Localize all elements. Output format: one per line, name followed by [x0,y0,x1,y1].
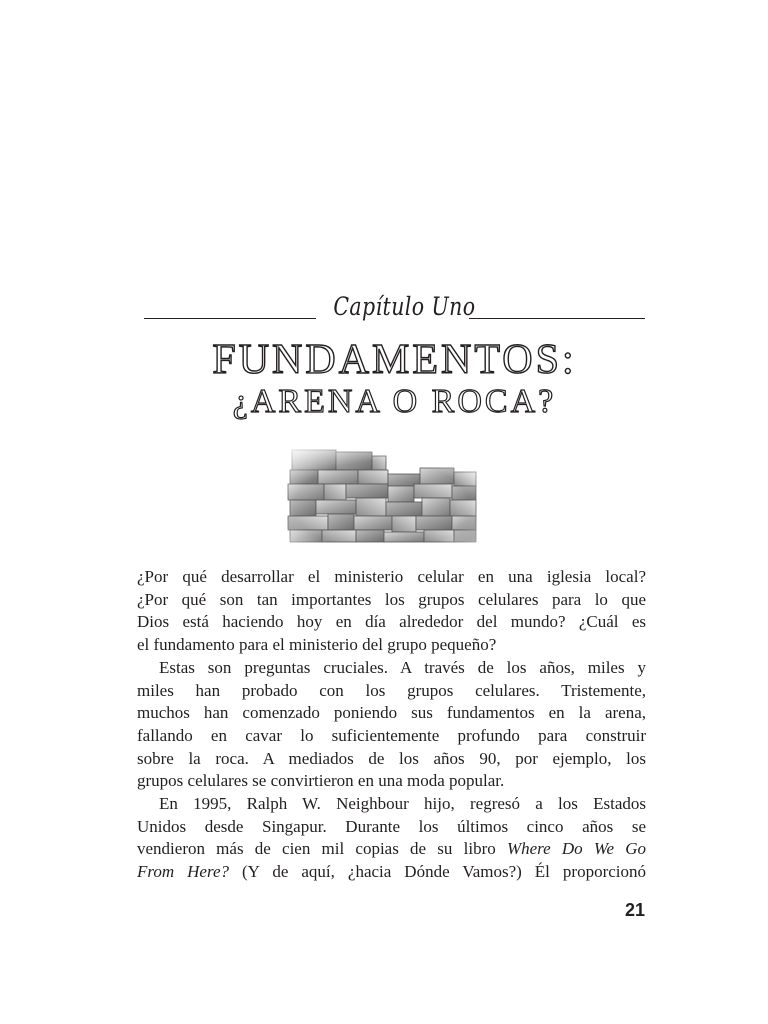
body-line: Estas son preguntas cruciales. A través de los años, miles y [159,657,646,677]
chapter-heading-row [144,292,645,326]
book-title-part-2: From Here? [137,862,230,882]
body-line: sobre la roca. A mediados de los años 90, por ejemplo, los [137,748,646,768]
body-line: ¿Por qué desarrollar el ministerio celular en una iglesia local? [137,567,646,586]
chapter-rule-right [469,318,645,319]
body-paragraphs [137,566,646,884]
body-line-14-text: (Y de aquí, ¿hacia Dónde Vamos?) Él proporcionó [229,862,647,882]
body-line: el fundamento para el ministerio del grupo pequeño? [137,635,497,655]
body-line: muchos han comenzado poniendo sus fundamentos en la arena, [137,703,646,723]
body-line: ¿Por qué son tan importantes los grupos celulares para lo que [137,589,646,609]
body-line-13-text: vendieron más de cien mil copias de su libro [137,839,507,859]
chapter-label: Capítulo Uno [333,292,476,321]
chapter-rule-left [144,318,316,319]
chapter-title: FUNDAMENTOS: [212,337,577,383]
page-number: 21 [624,900,645,920]
body-line-14 [137,861,646,884]
book-title-part-1: Where Do We Go [506,839,647,859]
body-line: grupos celulares se convirtieron en una moda popular. [137,771,505,791]
body-line: miles han probado con los grupos celulares. Tristemente, [137,680,646,700]
body-line: Unidos desde Singapur. Durante los últimos cinco años se [137,816,646,836]
stone-wall-illustration [284,446,480,546]
body-line-13 [137,838,646,861]
body-line: fallando en cavar lo suficientemente profundo para construir [137,725,646,745]
body-line: En 1995, Ralph W. Neighbour hijo, regresó a los Estados [159,794,646,814]
chapter-subtitle: ¿ARENA O ROCA? [232,383,557,420]
body-line: Dios está haciendo hoy en día alrededor del mundo? ¿Cuál es [137,612,646,632]
